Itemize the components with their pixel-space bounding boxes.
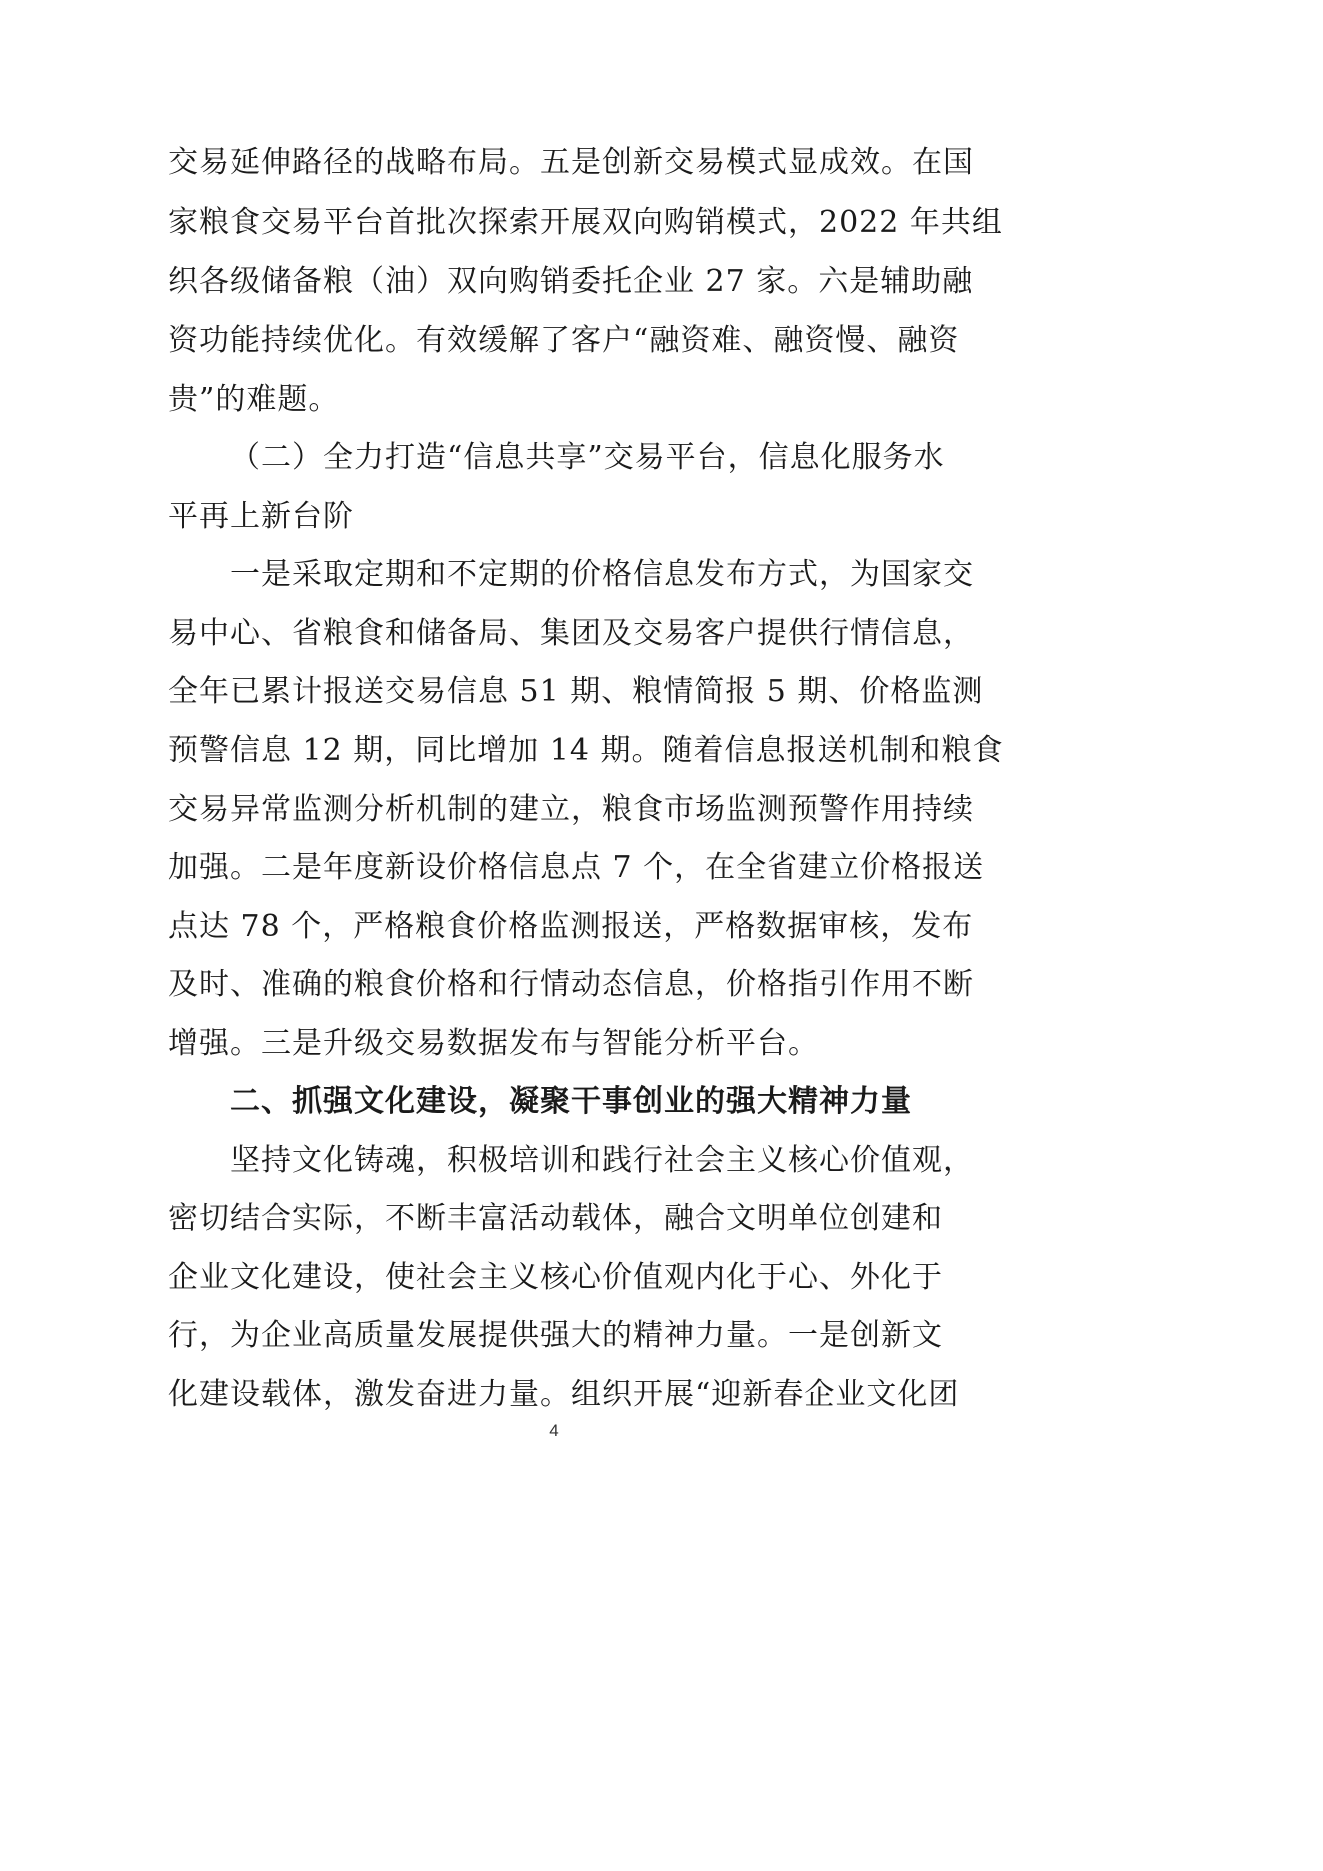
paragraph-line: 易中心、省粮食和储备局、集团及交易客户提供行情信息， xyxy=(168,616,974,651)
paragraph-line: 一是采取定期和不定期的价格信息发布方式，为国家交 xyxy=(230,557,974,592)
section-heading-line: （二）全力打造“信息共享”交易平台，信息化服务水 xyxy=(230,440,945,475)
page-number: 4 xyxy=(549,1421,559,1440)
paragraph-line: 密切结合实际，不断丰富活动载体，融合文明单位创建和 xyxy=(168,1201,943,1236)
paragraph-line: 增强。三是升级交易数据发布与智能分析平台。 xyxy=(168,1026,819,1061)
chapter-heading: 二、抓强文化建设，凝聚干事创业的强大精神力量 xyxy=(230,1084,912,1119)
paragraph-line: 及时、准确的粮食价格和行情动态信息，价格指引作用不断 xyxy=(168,967,974,1002)
paragraph-line: 加强。二是年度新设价格信息点 7 个，在全省建立价格报送 xyxy=(168,850,985,885)
paragraph-line: 贵”的难题。 xyxy=(168,382,340,417)
paragraph-line: 交易异常监测分析机制的建立，粮食市场监测预警作用持续 xyxy=(168,792,974,827)
section-heading-line: 平再上新台阶 xyxy=(168,499,354,534)
paragraph-line: 企业文化建设，使社会主义核心价值观内化于心、外化于 xyxy=(168,1260,943,1295)
paragraph-line: 化建设载体，激发奋进力量。组织开展“迎新春企业文化团 xyxy=(168,1377,960,1412)
paragraph-line: 坚持文化铸魂，积极培训和践行社会主义核心价值观， xyxy=(230,1143,974,1178)
paragraph-line: 家粮食交易平台首批次探索开展双向购销模式，2022 年共组 xyxy=(168,205,1003,240)
paragraph-line: 全年已累计报送交易信息 51 期、粮情简报 5 期、价格监测 xyxy=(168,674,984,709)
paragraph-line: 织各级储备粮（油）双向购销委托企业 27 家。六是辅助融 xyxy=(168,264,974,299)
paragraph-line: 点达 78 个，严格粮食价格监测报送，严格数据审核，发布 xyxy=(168,909,974,944)
paragraph-line: 行，为企业高质量发展提供强大的精神力量。一是创新文 xyxy=(168,1318,943,1353)
paragraph-line: 预警信息 12 期，同比增加 14 期。随着信息报送机制和粮食 xyxy=(168,733,1004,768)
paragraph-line: 资功能持续优化。有效缓解了客户“融资难、融资慢、融资 xyxy=(168,323,960,358)
paragraph-line: 交易延伸路径的战略布局。五是创新交易模式显成效。在国 xyxy=(168,145,974,180)
